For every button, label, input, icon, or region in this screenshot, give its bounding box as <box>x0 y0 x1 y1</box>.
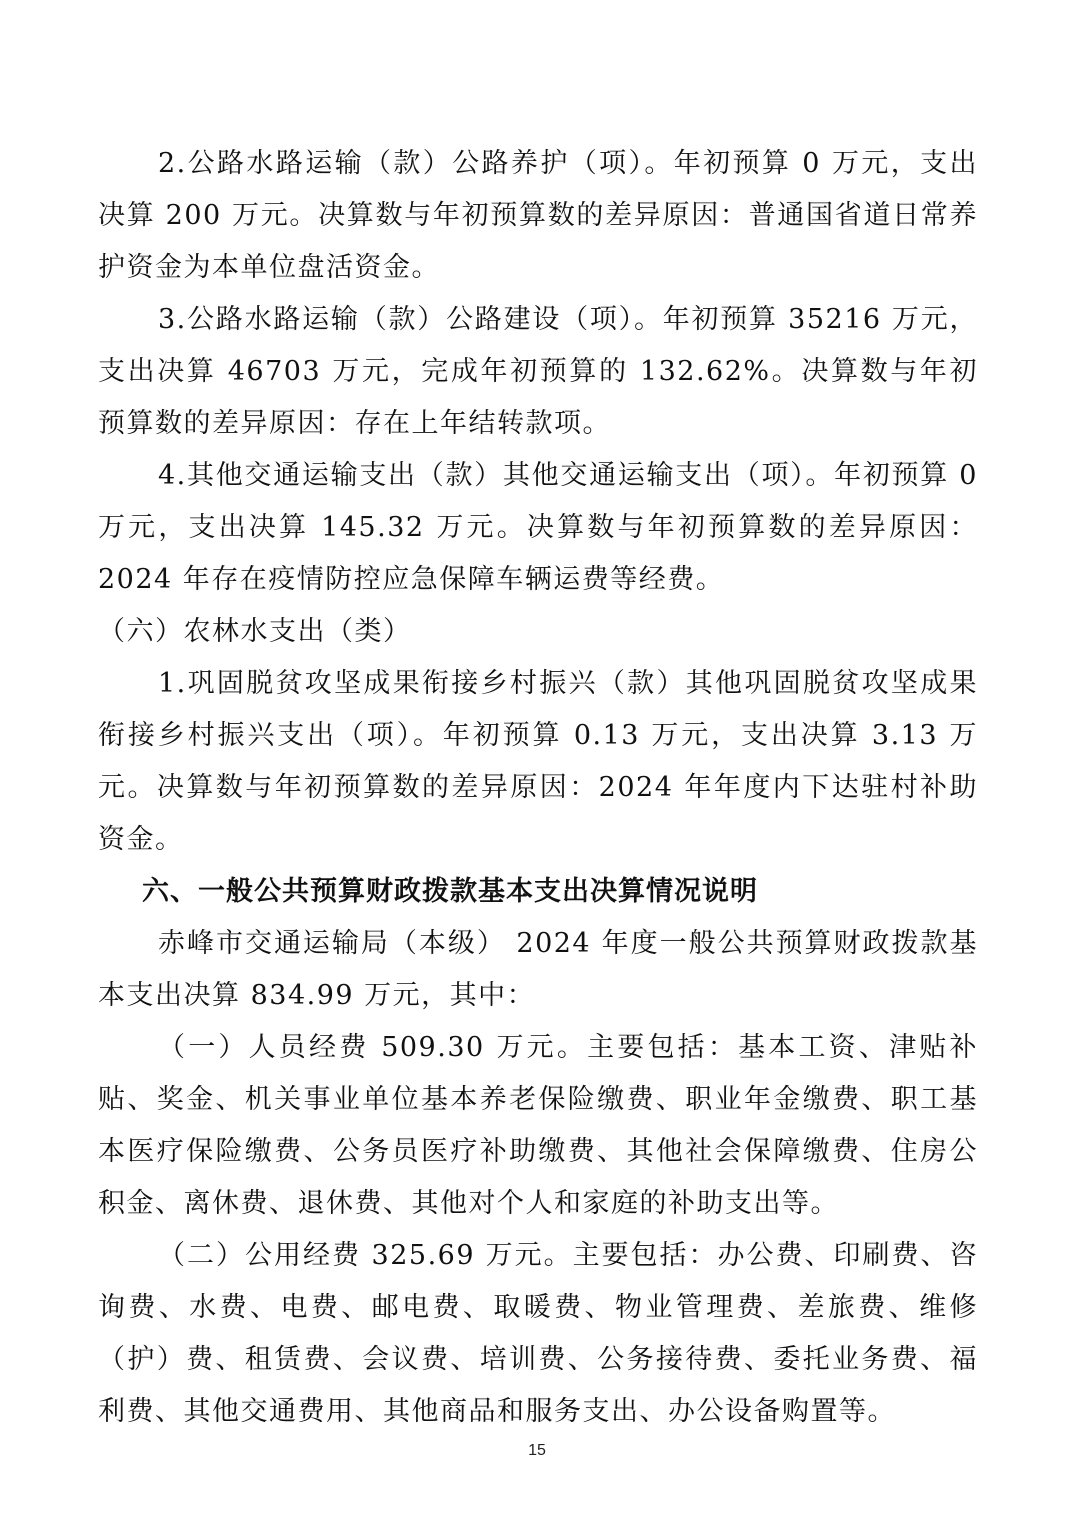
page-number: 15 <box>528 1442 546 1459</box>
paragraph-rural-revitalization: 1.巩固脱贫攻坚成果衔接乡村振兴（款）其他巩固脱贫攻坚成果衔接乡村振兴支出（项）。年初预算 0.13 万元，支出决算 3.13 万元。决算数与年初预算数的差异原因：2024 年年度内下达驻村补助资金。 <box>98 668 978 855</box>
paragraph-public-expenses: （二）公用经费 325.69 万元。主要包括：办公费、印刷费、咨询费、水费、电费、邮电费、取暖费、物业管理费、差旅费、维修（护）费、租赁费、会议费、培训费、公务接待费、委托业务费、福利费、其他交通费用、其他商品和服务支出、办公设备购置等。 <box>98 1240 978 1427</box>
document-body <box>98 138 978 1438</box>
paragraph-basic-expenditure-total: 赤峰市交通运输局（本级） 2024 年度一般公共预算财政拨款基本支出决算 834.99 万元，其中： <box>98 928 978 1011</box>
section-heading-basic-expenditure: 六、一般公共预算财政拨款基本支出决算情况说明 <box>142 876 758 907</box>
paragraph-personnel-expenses: （一）人员经费 509.30 万元。主要包括：基本工资、津贴补贴、奖金、机关事业单位基本养老保险缴费、职业年金缴费、职工基本医疗保险缴费、公务员医疗补助缴费、其他社会保障缴费、住房公积金、离休费、退休费、其他对个人和家庭的补助支出等。 <box>98 1032 978 1219</box>
paragraph-highway-maintenance: 2.公路水路运输（款）公路养护（项）。年初预算 0 万元，支出决算 200 万元。决算数与年初预算数的差异原因：普通国省道日常养护资金为本单位盘活资金。 <box>98 148 978 283</box>
paragraph-highway-construction: 3.公路水路运输（款）公路建设（项）。年初预算 35216 万元，支出决算 46703 万元，完成年初预算的 132.62%。决算数与年初预算数的差异原因：存在上年结转款项。 <box>98 304 978 439</box>
subheading-agriculture: （六）农林水支出（类） <box>98 616 412 647</box>
paragraph-other-transport: 4.其他交通运输支出（款）其他交通运输支出（项）。年初预算 0 万元，支出决算 145.32 万元。决算数与年初预算数的差异原因：2024 年存在疫情防控应急保障车辆运费等经费。 <box>98 460 978 595</box>
